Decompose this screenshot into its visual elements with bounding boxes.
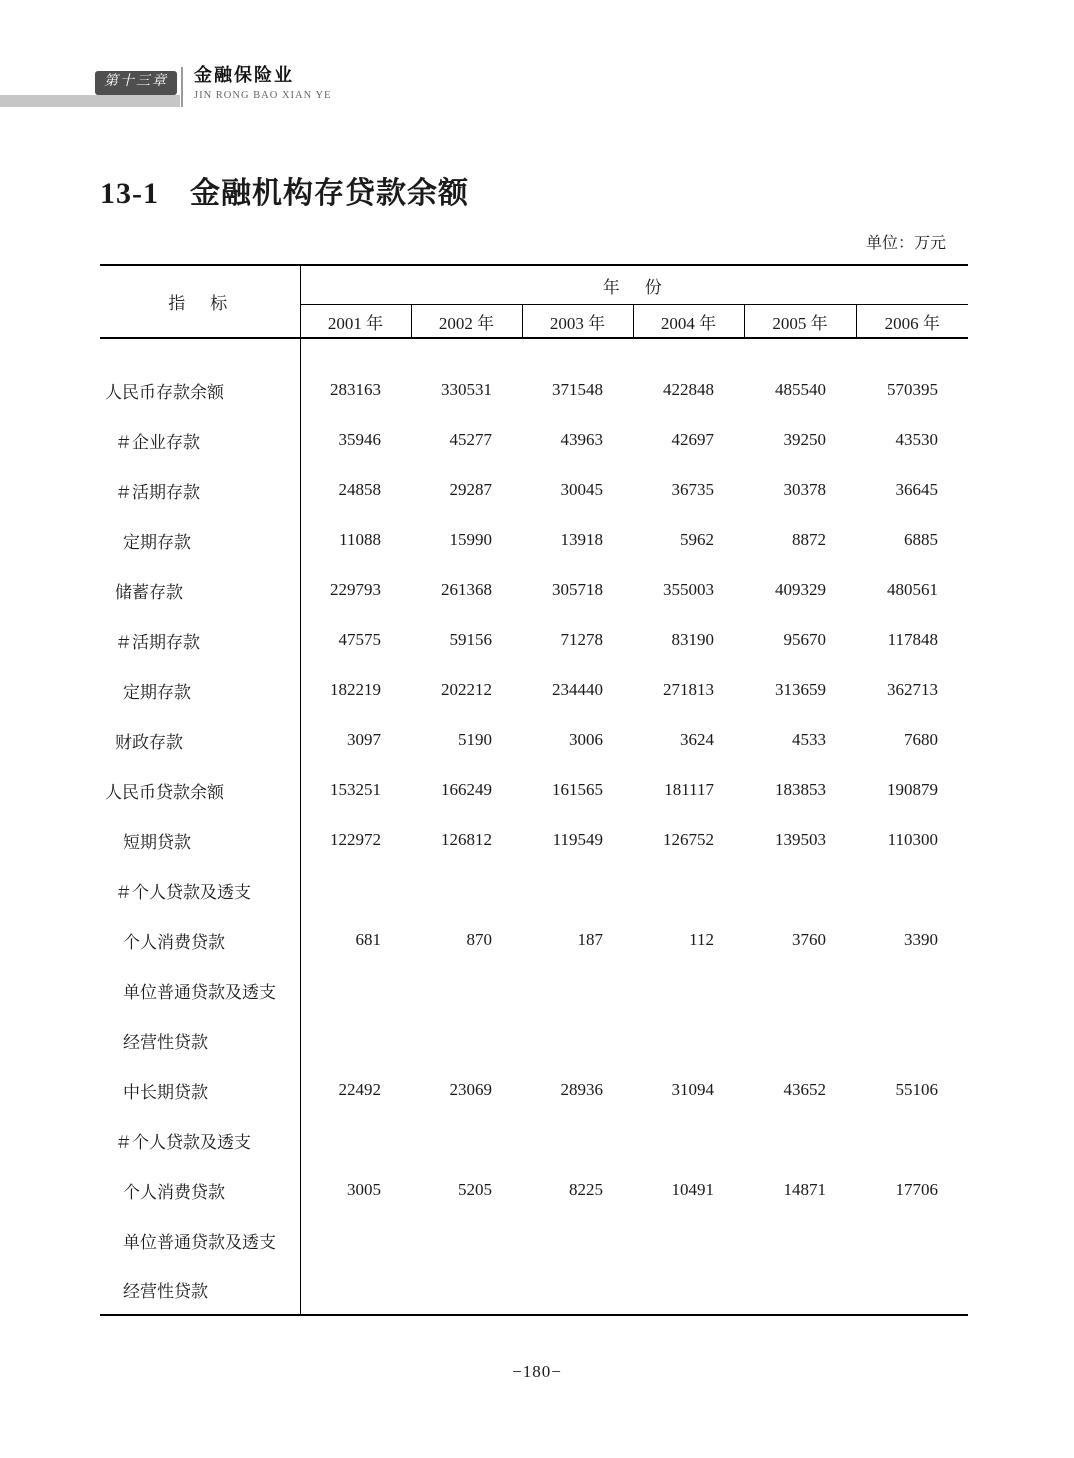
value-cell: 83190 [671, 630, 714, 649]
row-label: 经营性贷款 [100, 1015, 300, 1065]
value-cell: 11088 [339, 530, 381, 549]
value-cell [411, 1215, 522, 1265]
value-cell: 3624 [680, 730, 714, 749]
value-cell: 362713 [887, 680, 939, 699]
row-label: 单位普通贷款及透支 [100, 1215, 300, 1265]
value-cell: 8225 [569, 1180, 603, 1199]
value-cell: 28936 [560, 1080, 603, 1099]
table-row [100, 1065, 968, 1115]
value-cell [856, 1215, 968, 1265]
value-cell [300, 1115, 411, 1165]
value-cell: 305718 [552, 580, 603, 599]
value-cell: 43530 [895, 430, 939, 449]
value-cell: 110300 [887, 830, 939, 849]
row-label: 经营性贷款 [100, 1265, 300, 1315]
value-cell [411, 1015, 522, 1065]
value-cell: 371548 [552, 380, 603, 399]
value-cell [633, 1265, 744, 1315]
year-column-header: 2001 年 [327, 313, 384, 333]
value-cell: 870 [466, 930, 492, 949]
table-row [100, 565, 968, 615]
value-cell: 3097 [347, 730, 381, 749]
table-row [100, 1265, 968, 1315]
value-cell [300, 865, 411, 915]
value-cell: 3006 [569, 730, 603, 749]
value-cell [300, 1265, 411, 1315]
value-cell [411, 1265, 522, 1315]
statistics-table [100, 264, 968, 1316]
value-cell [300, 1015, 411, 1065]
row-label: ＃活期存款 [100, 465, 300, 515]
table-row [100, 415, 968, 465]
value-cell: 126812 [441, 830, 492, 849]
value-cell: 261368 [441, 580, 492, 599]
value-cell: 42697 [671, 430, 714, 449]
value-cell [300, 1215, 411, 1265]
value-cell [522, 1215, 633, 1265]
value-cell: 59156 [449, 630, 492, 649]
value-cell [856, 965, 968, 1015]
value-cell: 6885 [904, 530, 939, 549]
value-cell: 355003 [663, 580, 714, 599]
value-cell: 36735 [671, 480, 714, 499]
row-label: 中长期贷款 [100, 1065, 300, 1115]
value-cell: 17706 [895, 1180, 939, 1199]
value-cell: 409329 [775, 580, 826, 599]
value-cell: 22492 [338, 1080, 381, 1099]
value-cell: 43963 [560, 430, 603, 449]
table-row [100, 615, 968, 665]
value-cell: 139503 [775, 830, 826, 849]
chapter-header-band [0, 95, 180, 107]
chapter-badge: 第十三章 [95, 71, 177, 95]
value-cell [856, 865, 968, 915]
value-cell: 55106 [895, 1080, 939, 1099]
value-cell [522, 1115, 633, 1165]
value-cell [522, 965, 633, 1015]
value-cell: 24858 [338, 480, 381, 499]
value-cell: 13918 [560, 530, 603, 549]
table-row [100, 338, 968, 415]
row-label: ＃活期存款 [100, 615, 300, 665]
value-cell: 190879 [887, 780, 939, 799]
value-cell [411, 865, 522, 915]
value-cell: 30045 [560, 480, 603, 499]
row-label: 储蓄存款 [100, 565, 300, 615]
value-cell [744, 965, 856, 1015]
value-cell: 126752 [663, 830, 714, 849]
value-cell: 8872 [792, 530, 826, 549]
value-cell: 422848 [663, 380, 714, 399]
table-row [100, 965, 968, 1015]
table-row [100, 1015, 968, 1065]
value-cell: 7680 [904, 730, 939, 749]
table-row [100, 465, 968, 515]
value-cell: 3760 [792, 930, 826, 949]
chapter-header-divider [181, 67, 183, 107]
value-cell [856, 1015, 968, 1065]
value-cell: 47575 [338, 630, 381, 649]
value-cell: 119549 [552, 830, 603, 849]
value-cell: 271813 [663, 680, 714, 699]
value-cell [633, 1015, 744, 1065]
value-cell [856, 1115, 968, 1165]
row-label: 单位普通贷款及透支 [100, 965, 300, 1015]
value-cell [633, 865, 744, 915]
table-row [100, 1115, 968, 1165]
value-cell: 10491 [671, 1180, 714, 1199]
year-group-header: 年 份 [300, 265, 968, 305]
value-cell: 5190 [458, 730, 492, 749]
row-label: 定期存款 [100, 515, 300, 565]
indicator-column-header: 指 标 [100, 265, 300, 338]
value-cell: 681 [355, 930, 381, 949]
row-label: ＃个人贷款及透支 [100, 1115, 300, 1165]
value-cell [744, 1115, 856, 1165]
value-cell [522, 1265, 633, 1315]
chapter-header [194, 66, 331, 101]
row-label: 短期贷款 [100, 815, 300, 865]
value-cell: 95670 [783, 630, 826, 649]
value-cell [522, 865, 633, 915]
value-cell: 153251 [330, 780, 381, 799]
value-cell: 15990 [449, 530, 492, 549]
value-cell: 187 [577, 930, 603, 949]
table-row [100, 915, 968, 965]
table-row [100, 665, 968, 715]
value-cell: 122972 [330, 830, 381, 849]
value-cell: 112 [689, 930, 714, 949]
row-label: ＃个人贷款及透支 [100, 865, 300, 915]
value-cell: 234440 [552, 680, 603, 699]
year-column-header: 2005 年 [744, 305, 856, 339]
row-label: 个人消费贷款 [100, 1165, 300, 1215]
value-cell [744, 1215, 856, 1265]
table-row [100, 1165, 968, 1215]
value-cell: 183853 [775, 780, 826, 799]
value-cell: 485540 [775, 380, 826, 399]
value-cell [411, 965, 522, 1015]
value-cell: 313659 [775, 680, 826, 699]
value-cell: 480561 [887, 580, 939, 599]
value-cell: 23069 [449, 1080, 492, 1099]
value-cell: 45277 [449, 430, 492, 449]
value-cell: 5962 [680, 530, 714, 549]
year-column-header: 2003 年 [522, 305, 633, 339]
value-cell: 71278 [560, 630, 603, 649]
value-cell: 182219 [330, 680, 381, 699]
year-column-header: 2002 年 [411, 305, 522, 339]
row-label: 个人消费贷款 [100, 915, 300, 965]
row-label: 定期存款 [100, 665, 300, 715]
chapter-title: 金融保险业 [194, 65, 294, 85]
page-number: −180− [512, 1362, 562, 1381]
value-cell [633, 965, 744, 1015]
value-cell: 5205 [458, 1180, 492, 1199]
year-column-header: 2004 年 [633, 305, 744, 339]
table-row [100, 765, 968, 815]
value-cell: 283163 [330, 380, 381, 399]
table-body [100, 338, 968, 1315]
value-cell: 30378 [783, 480, 826, 499]
value-cell: 166249 [441, 780, 492, 799]
value-cell [633, 1215, 744, 1265]
chapter-subtitle: JIN RONG BAO XIAN YE [194, 89, 332, 101]
value-cell [856, 1265, 968, 1315]
table-row [100, 1215, 968, 1265]
value-cell: 161565 [552, 780, 603, 799]
value-cell [744, 1015, 856, 1065]
value-cell: 229793 [330, 580, 381, 599]
value-cell [300, 965, 411, 1015]
value-cell: 36645 [895, 480, 939, 499]
year-column-header: 2006 年 [856, 305, 968, 339]
value-cell [744, 865, 856, 915]
value-cell [411, 1115, 522, 1165]
row-label: 人民币存款余额 [100, 338, 300, 415]
table-row [100, 865, 968, 915]
value-cell: 4533 [792, 730, 826, 749]
value-cell: 31094 [671, 1080, 714, 1099]
row-label: 人民币贷款余额 [100, 765, 300, 815]
statistics-table-container [100, 264, 968, 1316]
value-cell: 330531 [441, 380, 492, 399]
page-title: 13-1 金融机构存贷款余额 [100, 177, 469, 210]
value-cell: 570395 [887, 380, 939, 399]
value-cell: 39250 [783, 430, 826, 449]
value-cell: 117848 [887, 630, 939, 649]
table-row [100, 715, 968, 765]
table-row [100, 515, 968, 565]
value-cell [744, 1265, 856, 1315]
value-cell: 3005 [347, 1180, 381, 1199]
value-cell: 3390 [904, 930, 939, 949]
value-cell [522, 1015, 633, 1065]
value-cell: 181117 [664, 780, 714, 799]
row-label: ＃企业存款 [100, 415, 300, 465]
value-cell: 14871 [783, 1180, 826, 1199]
value-cell [633, 1115, 744, 1165]
value-cell: 29287 [449, 480, 492, 499]
table-row [100, 815, 968, 865]
row-label: 财政存款 [100, 715, 300, 765]
value-cell: 43652 [783, 1080, 826, 1099]
value-cell: 35946 [338, 430, 381, 449]
unit-note: 单位：万元 [865, 235, 946, 252]
value-cell: 202212 [441, 680, 492, 699]
